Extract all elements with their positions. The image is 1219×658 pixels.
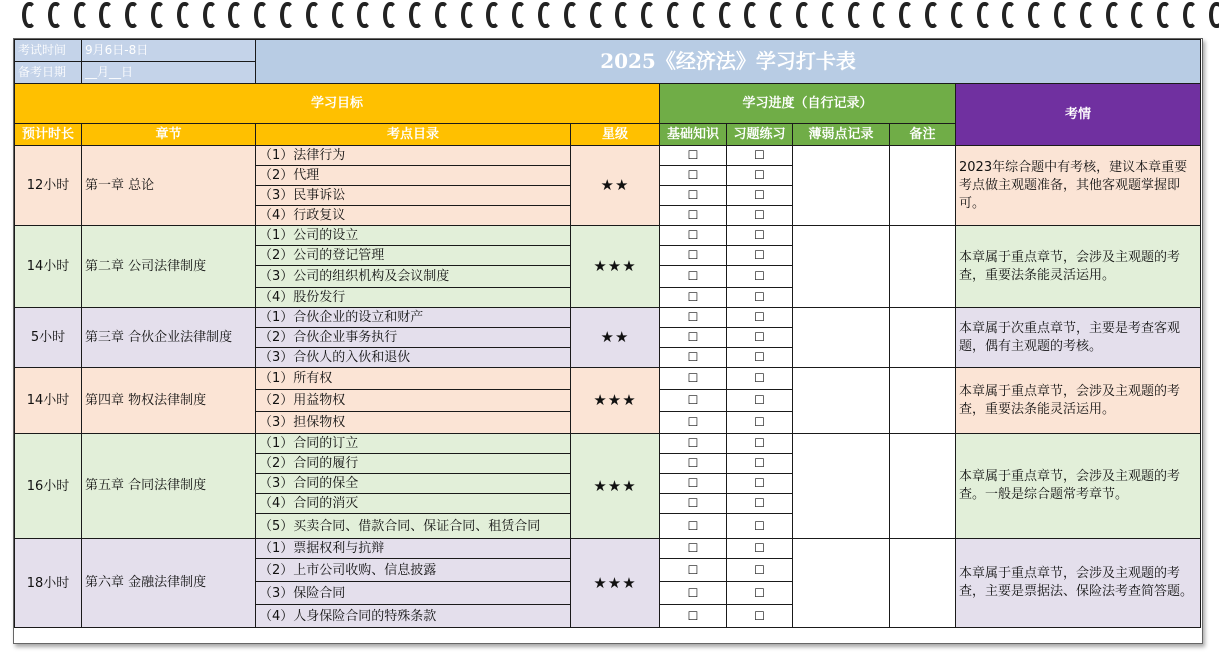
spiral-ring [899, 2, 913, 28]
exercise-checkbox[interactable]: ☐ [727, 246, 793, 266]
topic-item: （2）用益物权 [256, 390, 571, 412]
spiral-ring [1157, 2, 1171, 28]
spiral-ring [435, 2, 449, 28]
spiral-ring [1131, 2, 1145, 28]
spiral-ring [254, 2, 268, 28]
exercise-checkbox[interactable]: ☐ [727, 166, 793, 186]
exercise-checkbox[interactable]: ☐ [727, 474, 793, 494]
topic-item: （1）法律行为 [256, 146, 571, 166]
exam-situation-text: 本章属于重点章节，会涉及主观题的考查，重要法条能灵活运用。 [956, 368, 1201, 434]
exercise-checkbox[interactable]: ☐ [727, 368, 793, 390]
spiral-ring [512, 2, 526, 28]
basic-knowledge-checkbox[interactable]: ☐ [660, 166, 727, 186]
spiral-ring [1183, 2, 1197, 28]
topic-item: （1）票据权利与抗辩 [256, 539, 571, 559]
spiral-ring [486, 2, 500, 28]
basic-knowledge-checkbox[interactable]: ☐ [660, 348, 727, 368]
star-rating: ★★★ [571, 539, 660, 628]
basic-knowledge-checkbox[interactable]: ☐ [660, 288, 727, 308]
spiral-ring [151, 2, 165, 28]
topic-row [15, 308, 1201, 328]
spiral-ring [564, 2, 578, 28]
spiral-ring [125, 2, 139, 28]
topic-item: （3）合伙人的入伙和退伙 [256, 348, 571, 368]
spiral-ring [461, 2, 475, 28]
spiral-ring [1209, 2, 1219, 28]
basic-knowledge-checkbox[interactable]: ☐ [660, 390, 727, 412]
weak-points-cell[interactable] [793, 226, 890, 308]
star-rating: ★★★ [571, 434, 660, 539]
exercise-checkbox[interactable]: ☐ [727, 539, 793, 559]
exercise-checkbox[interactable]: ☐ [727, 582, 793, 605]
chapter-duration: 5小时 [15, 308, 82, 368]
topic-item: （3）公司的组织机构及会议制度 [256, 266, 571, 288]
notes-cell[interactable] [890, 146, 956, 226]
chapter-title: 第六章 金融法律制度 [82, 539, 256, 628]
weak-points-cell[interactable] [793, 146, 890, 226]
topic-row [15, 226, 1201, 246]
topic-row [15, 434, 1201, 454]
spiral-ring [74, 2, 88, 28]
weak-points-cell[interactable] [793, 539, 890, 628]
prep-date-label: 备考日期 [15, 62, 82, 84]
star-rating: ★★★ [571, 368, 660, 434]
spiral-ring [99, 2, 113, 28]
topic-item: （3）保险合同 [256, 582, 571, 605]
topic-item: （3）民事诉讼 [256, 186, 571, 206]
spiral-ring [1054, 2, 1068, 28]
spiral-ring [1080, 2, 1094, 28]
topic-item: （3）担保物权 [256, 412, 571, 434]
topic-item: （4）人身保险合同的特殊条款 [256, 605, 571, 628]
exam-situation-text: 本章属于重点章节，会涉及主观题的考查，主要是票据法、保险法考查简答题。 [956, 539, 1201, 628]
spiral-ring [641, 2, 655, 28]
spiral-ring [306, 2, 320, 28]
chapter-duration: 16小时 [15, 434, 82, 539]
spiral-ring [822, 2, 836, 28]
col-duration: 预计时长 [15, 124, 82, 146]
spiral-ring [22, 2, 36, 28]
topic-item: （5）买卖合同、借款合同、保证合同、租赁合同 [256, 514, 571, 539]
group-study-progress: 学习进度（自行记录） [660, 84, 956, 124]
star-rating: ★★ [571, 146, 660, 226]
spiral-ring [951, 2, 965, 28]
topic-item: （4）合同的消灭 [256, 494, 571, 514]
exercise-checkbox[interactable]: ☐ [727, 146, 793, 166]
topic-item: （4）股份发行 [256, 288, 571, 308]
exercise-checkbox[interactable]: ☐ [727, 328, 793, 348]
spiral-ring [1002, 2, 1016, 28]
sheet-title: 2025《经济法》学习打卡表 [256, 40, 1201, 84]
topic-item: （1）公司的设立 [256, 226, 571, 246]
topic-item: （3）合同的保全 [256, 474, 571, 494]
basic-knowledge-checkbox[interactable]: ☐ [660, 539, 727, 559]
col-exercises: 习题练习 [727, 124, 793, 146]
exercise-checkbox[interactable]: ☐ [727, 494, 793, 514]
spiral-ring [357, 2, 371, 28]
exam-time-value[interactable]: 9月6日-8日 [82, 40, 256, 62]
basic-knowledge-checkbox[interactable]: ☐ [660, 582, 727, 605]
topic-row [15, 146, 1201, 166]
exam-situation-text: 本章属于重点章节，会涉及主观题的考查。一般是综合题常考章节。 [956, 434, 1201, 539]
study-checkin-sheet [13, 38, 1203, 644]
notes-cell[interactable] [890, 539, 956, 628]
basic-knowledge-checkbox[interactable]: ☐ [660, 146, 727, 166]
exercise-checkbox[interactable]: ☐ [727, 288, 793, 308]
basic-knowledge-checkbox[interactable]: ☐ [660, 605, 727, 628]
exercise-checkbox[interactable]: ☐ [727, 514, 793, 539]
basic-knowledge-checkbox[interactable]: ☐ [660, 412, 727, 434]
spiral-ring [615, 2, 629, 28]
topic-item: （2）公司的登记管理 [256, 246, 571, 266]
exam-situation-text: 本章属于次重点章节，主要是考查客观题，偶有主观题的考核。 [956, 308, 1201, 368]
chapter-title: 第四章 物权法律制度 [82, 368, 256, 434]
spiral-ring [719, 2, 733, 28]
spiral-ring [796, 2, 810, 28]
weak-points-cell[interactable] [793, 434, 890, 539]
group-exam-situation: 考情 [956, 84, 1201, 146]
spiral-ring [383, 2, 397, 28]
exercise-checkbox[interactable]: ☐ [727, 412, 793, 434]
basic-knowledge-checkbox[interactable]: ☐ [660, 246, 727, 266]
col-notes: 备注 [890, 124, 956, 146]
basic-knowledge-checkbox[interactable]: ☐ [660, 494, 727, 514]
chapter-title: 第二章 公司法律制度 [82, 226, 256, 308]
chapter-title: 第五章 合同法律制度 [82, 434, 256, 539]
basic-knowledge-checkbox[interactable]: ☐ [660, 368, 727, 390]
notes-cell[interactable] [890, 368, 956, 434]
basic-knowledge-checkbox[interactable]: ☐ [660, 206, 727, 226]
study-table [14, 39, 1201, 628]
exam-situation-text: 本章属于重点章节，会涉及主观题的考查，重要法条能灵活运用。 [956, 226, 1201, 308]
spiral-ring [538, 2, 552, 28]
exercise-checkbox[interactable]: ☐ [727, 434, 793, 454]
spiral-ring [925, 2, 939, 28]
spiral-ring [744, 2, 758, 28]
exercise-checkbox[interactable]: ☐ [727, 186, 793, 206]
exam-time-label: 考试时间 [15, 40, 82, 62]
chapter-duration: 18小时 [15, 539, 82, 628]
spiral-ring [48, 2, 62, 28]
basic-knowledge-checkbox[interactable]: ☐ [660, 454, 727, 474]
col-basic-knowledge: 基础知识 [660, 124, 727, 146]
topic-item: （4）行政复议 [256, 206, 571, 226]
topic-item: （1）所有权 [256, 368, 571, 390]
weak-points-cell[interactable] [793, 308, 890, 368]
exercise-checkbox[interactable]: ☐ [727, 308, 793, 328]
basic-knowledge-checkbox[interactable]: ☐ [660, 328, 727, 348]
notes-cell[interactable] [890, 226, 956, 308]
chapter-title: 第一章 总论 [82, 146, 256, 226]
weak-points-cell[interactable] [793, 368, 890, 434]
star-rating: ★★ [571, 308, 660, 368]
exercise-checkbox[interactable]: ☐ [727, 226, 793, 246]
exercise-checkbox[interactable]: ☐ [727, 559, 793, 582]
topic-item: （1）合同的订立 [256, 434, 571, 454]
exam-situation-text: 2023年综合题中有考核，建议本章重要考点做主观题准备，其他客观题掌握即可。 [956, 146, 1201, 226]
spiral-ring [770, 2, 784, 28]
topic-item: （1）合伙企业的设立和财产 [256, 308, 571, 328]
group-study-goal: 学习目标 [15, 84, 660, 124]
chapter-duration: 14小时 [15, 368, 82, 434]
exercise-checkbox[interactable]: ☐ [727, 390, 793, 412]
spiral-ring [667, 2, 681, 28]
exercise-checkbox[interactable]: ☐ [727, 605, 793, 628]
basic-knowledge-checkbox[interactable]: ☐ [660, 186, 727, 206]
spiral-ring [203, 2, 217, 28]
basic-knowledge-checkbox[interactable]: ☐ [660, 559, 727, 582]
spiral-ring [977, 2, 991, 28]
topic-row [15, 539, 1201, 559]
exercise-checkbox[interactable]: ☐ [727, 454, 793, 474]
basic-knowledge-checkbox[interactable]: ☐ [660, 266, 727, 288]
chapter-title: 第三章 合伙企业法律制度 [82, 308, 256, 368]
topic-item: （2）合伙企业事务执行 [256, 328, 571, 348]
spiral-ring [280, 2, 294, 28]
spiral-ring [1106, 2, 1120, 28]
spiral-ring [177, 2, 191, 28]
chapter-duration: 12小时 [15, 146, 82, 226]
basic-knowledge-checkbox[interactable]: ☐ [660, 308, 727, 328]
exercise-checkbox[interactable]: ☐ [727, 266, 793, 288]
spiral-ring [873, 2, 887, 28]
basic-knowledge-checkbox[interactable]: ☐ [660, 474, 727, 494]
spiral-ring [228, 2, 242, 28]
spiral-ring [332, 2, 346, 28]
spiral-ring [409, 2, 423, 28]
topic-item: （2）代理 [256, 166, 571, 186]
spiral-ring [848, 2, 862, 28]
spiral-ring [693, 2, 707, 28]
col-chapter: 章节 [82, 124, 256, 146]
prep-date-value[interactable]: __月__日 [82, 62, 256, 84]
spiral-ring [1028, 2, 1042, 28]
topic-item: （2）合同的履行 [256, 454, 571, 474]
col-topics: 考点目录 [256, 124, 571, 146]
col-weak-points: 薄弱点记录 [793, 124, 890, 146]
topic-item: （2）上市公司收购、信息披露 [256, 559, 571, 582]
chapter-duration: 14小时 [15, 226, 82, 308]
spiral-ring [590, 2, 604, 28]
notes-cell[interactable] [890, 308, 956, 368]
basic-knowledge-checkbox[interactable]: ☐ [660, 434, 727, 454]
topic-row [15, 368, 1201, 390]
basic-knowledge-checkbox[interactable]: ☐ [660, 226, 727, 246]
basic-knowledge-checkbox[interactable]: ☐ [660, 514, 727, 539]
exercise-checkbox[interactable]: ☐ [727, 206, 793, 226]
exercise-checkbox[interactable]: ☐ [727, 348, 793, 368]
col-stars: 星级 [571, 124, 660, 146]
star-rating: ★★★ [571, 226, 660, 308]
notebook-spiral-binding [0, 0, 1219, 36]
notes-cell[interactable] [890, 434, 956, 539]
